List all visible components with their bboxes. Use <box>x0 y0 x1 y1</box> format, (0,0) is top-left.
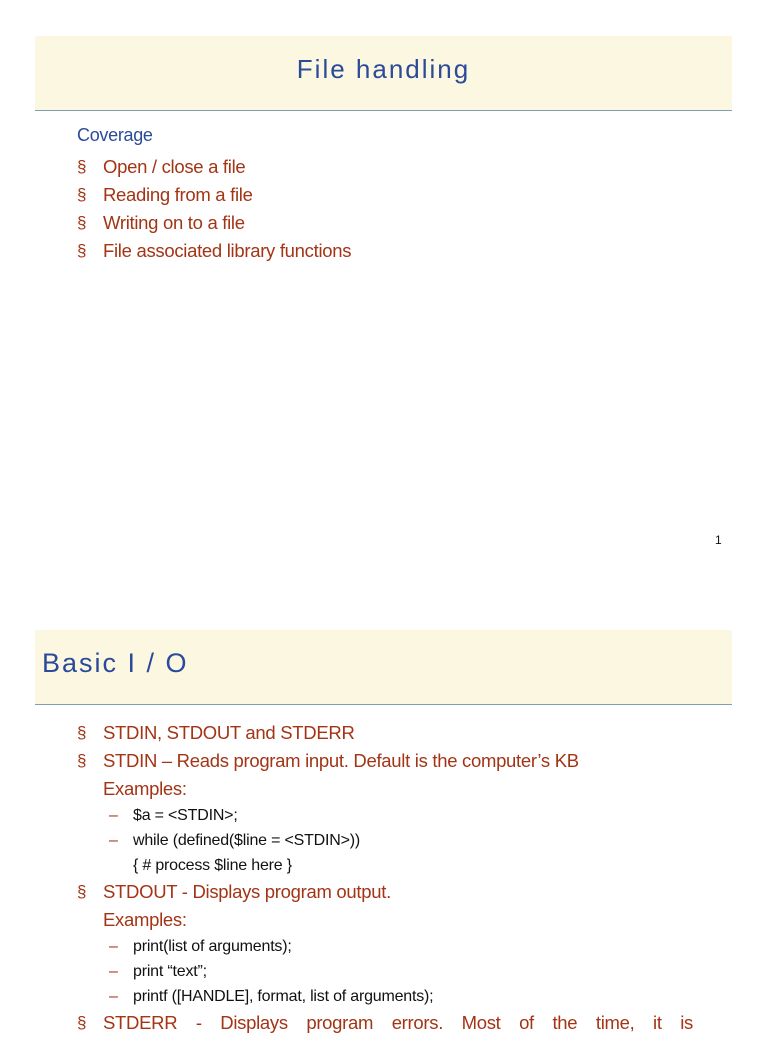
slide-basic-io <box>0 580 768 1033</box>
slide-title: Basic I / O <box>42 648 189 678</box>
list-item <box>77 181 351 209</box>
page-number: 1 <box>715 533 722 547</box>
list-item <box>77 237 351 265</box>
example-text: print “text”; <box>133 963 207 980</box>
bullet-icon: § <box>77 882 87 901</box>
example-item <box>103 959 697 984</box>
title-bar <box>35 630 732 705</box>
io-list <box>77 719 697 1037</box>
list-item <box>77 1009 697 1037</box>
bullet-text: STDIN, STDOUT and STDERR <box>103 722 355 743</box>
title-bar <box>35 36 732 111</box>
examples-label: Examples: <box>103 909 187 930</box>
examples-list <box>103 934 697 1009</box>
bullet-text: STDERR - Displays program errors. Most of the time, it is <box>103 1012 693 1033</box>
list-item <box>77 209 351 237</box>
example-item <box>103 984 697 1009</box>
example-text: $a = <STDIN>; <box>133 807 238 824</box>
dash-icon: – <box>109 988 118 1005</box>
dash-icon: – <box>109 832 118 849</box>
list-item <box>77 153 351 181</box>
example-item <box>103 803 697 828</box>
examples-label: Examples: <box>103 778 187 799</box>
dash-icon: – <box>109 963 118 980</box>
example-text: while (defined($line = <STDIN>)) <box>133 832 361 849</box>
example-item <box>103 934 697 959</box>
coverage-label: Coverage <box>77 125 153 145</box>
example-text: print(list of arguments); <box>133 938 292 955</box>
bullet-text: STDOUT - Displays program output. <box>103 881 391 902</box>
bullet-text: STDIN – Reads program input. Default is the computer’s KB <box>103 750 579 771</box>
bullet-text: Reading from a file <box>103 184 253 205</box>
list-item <box>77 878 697 1009</box>
bullet-text: Open / close a file <box>103 156 246 177</box>
bullet-icon: § <box>77 157 87 176</box>
list-item <box>77 719 697 747</box>
list-item <box>77 747 697 878</box>
slide-title: File handling <box>296 54 471 84</box>
bullet-icon: § <box>77 241 87 260</box>
coverage-list <box>77 153 351 265</box>
bullet-icon: § <box>77 185 87 204</box>
bullet-icon: § <box>77 751 87 770</box>
bullet-text: File associated library functions <box>103 240 352 261</box>
bullet-icon: § <box>77 723 87 742</box>
example-continuation: { # process $line here } <box>133 857 292 874</box>
examples-list <box>103 803 697 853</box>
bullet-icon: § <box>77 213 87 232</box>
dash-icon: – <box>109 938 118 955</box>
bullet-icon: § <box>77 1013 87 1032</box>
example-item <box>103 828 697 853</box>
example-text: printf ([HANDLE], format, list of arguments); <box>133 988 434 1005</box>
bullet-text: Writing on to a file <box>103 212 245 233</box>
dash-icon: – <box>109 807 118 824</box>
